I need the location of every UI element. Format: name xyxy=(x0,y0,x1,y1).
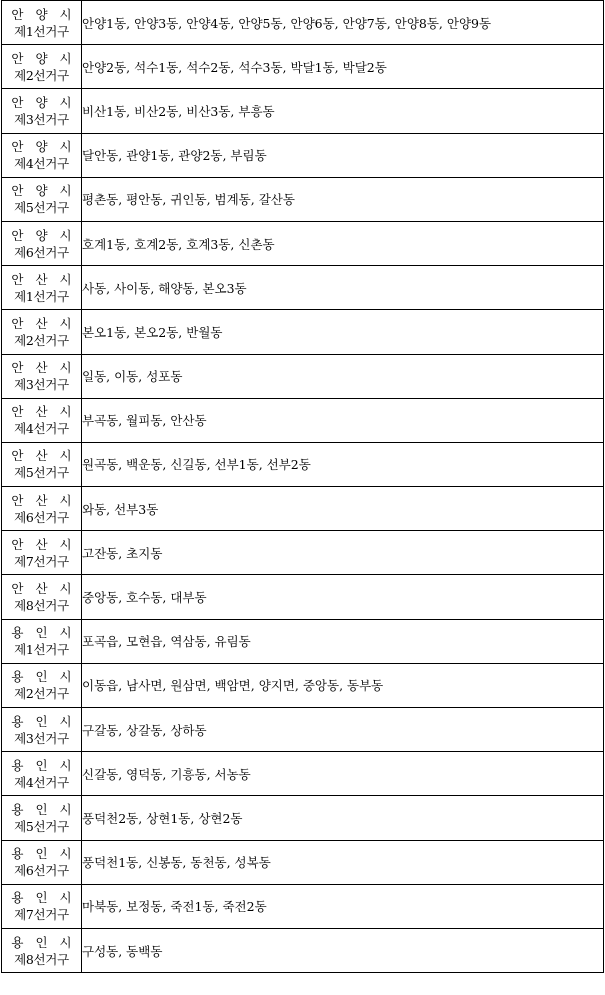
city-name: 안 양 시 xyxy=(11,139,76,155)
city-name: 안 산 시 xyxy=(11,360,76,376)
city-name: 용 인 시 xyxy=(11,890,76,906)
areas-cell: 호계1동, 호계2동, 호계3동, 신촌동 xyxy=(82,221,604,265)
areas-cell: 포곡읍, 모현읍, 역삼동, 유림동 xyxy=(82,619,604,663)
district-number: 제5선거구 xyxy=(14,465,69,481)
areas-cell: 부곡동, 월피동, 안산동 xyxy=(82,398,604,442)
district-number: 제2선거구 xyxy=(14,686,69,702)
table-row xyxy=(2,752,604,796)
district-cell xyxy=(2,575,82,619)
city-name: 안 양 시 xyxy=(11,94,76,110)
table-row xyxy=(2,310,604,354)
areas-cell: 비산1동, 비산2동, 비산3동, 부흥동 xyxy=(82,89,604,133)
table-row xyxy=(2,45,604,89)
table-row xyxy=(2,663,604,707)
areas-cell: 신갈동, 영덕동, 기흥동, 서농동 xyxy=(82,752,604,796)
city-name: 안 양 시 xyxy=(11,183,76,199)
district-cell xyxy=(2,1,82,45)
city-name: 안 산 시 xyxy=(11,271,76,287)
city-name: 안 양 시 xyxy=(11,6,76,22)
city-name: 용 인 시 xyxy=(11,625,76,641)
district-cell xyxy=(2,884,82,928)
areas-cell: 와동, 선부3동 xyxy=(82,487,604,531)
district-cell xyxy=(2,177,82,221)
district-number: 제4선거구 xyxy=(14,774,69,790)
table-row xyxy=(2,398,604,442)
city-name: 안 산 시 xyxy=(11,448,76,464)
city-name: 용 인 시 xyxy=(11,801,76,817)
district-number: 제3선거구 xyxy=(14,377,69,393)
table-row xyxy=(2,89,604,133)
district-cell xyxy=(2,531,82,575)
table-row xyxy=(2,133,604,177)
district-number: 제2선거구 xyxy=(14,67,69,83)
table-row xyxy=(2,531,604,575)
areas-cell: 본오1동, 본오2동, 반월동 xyxy=(82,310,604,354)
city-name: 안 산 시 xyxy=(11,315,76,331)
district-number: 제4선거구 xyxy=(14,156,69,172)
areas-cell: 구성동, 동백동 xyxy=(82,928,604,972)
district-cell xyxy=(2,752,82,796)
district-number: 제3선거구 xyxy=(14,730,69,746)
table-row xyxy=(2,928,604,972)
district-number: 제2선거구 xyxy=(14,332,69,348)
district-cell xyxy=(2,708,82,752)
city-name: 안 산 시 xyxy=(11,404,76,420)
district-number: 제6선거구 xyxy=(14,509,69,525)
areas-cell: 마북동, 보정동, 죽전1동, 죽전2동 xyxy=(82,884,604,928)
areas-cell: 일동, 이동, 성포동 xyxy=(82,354,604,398)
district-cell xyxy=(2,398,82,442)
areas-cell: 풍덕천2동, 상현1동, 상현2동 xyxy=(82,796,604,840)
district-number: 제8선거구 xyxy=(14,951,69,967)
district-cell xyxy=(2,266,82,310)
district-number: 제5선거구 xyxy=(14,818,69,834)
table-row xyxy=(2,266,604,310)
district-number: 제4선거구 xyxy=(14,421,69,437)
table-row xyxy=(2,619,604,663)
table-row xyxy=(2,442,604,486)
district-table xyxy=(1,0,604,973)
district-cell xyxy=(2,89,82,133)
district-number: 제6선거구 xyxy=(14,244,69,260)
table-row xyxy=(2,487,604,531)
areas-cell: 사동, 사이동, 해양동, 본오3동 xyxy=(82,266,604,310)
district-cell xyxy=(2,487,82,531)
city-name: 용 인 시 xyxy=(11,713,76,729)
district-cell xyxy=(2,928,82,972)
district-cell xyxy=(2,840,82,884)
areas-cell: 원곡동, 백운동, 신길동, 선부1동, 선부2동 xyxy=(82,442,604,486)
areas-cell: 달안동, 관양1동, 관양2동, 부림동 xyxy=(82,133,604,177)
district-number: 제7선거구 xyxy=(14,553,69,569)
areas-cell: 풍덕천1동, 신봉동, 동천동, 성복동 xyxy=(82,840,604,884)
areas-cell: 이동읍, 남사면, 원삼면, 백암면, 양지면, 중앙동, 동부동 xyxy=(82,663,604,707)
table-row xyxy=(2,884,604,928)
areas-cell: 평촌동, 평안동, 귀인동, 범계동, 갈산동 xyxy=(82,177,604,221)
city-name: 용 인 시 xyxy=(11,934,76,950)
city-name: 용 인 시 xyxy=(11,846,76,862)
district-number: 제6선거구 xyxy=(14,863,69,879)
areas-cell: 중앙동, 호수동, 대부동 xyxy=(82,575,604,619)
district-number: 제5선거구 xyxy=(14,200,69,216)
areas-cell: 안양2동, 석수1동, 석수2동, 석수3동, 박달1동, 박달2동 xyxy=(82,45,604,89)
district-number: 제1선거구 xyxy=(14,642,69,658)
district-number: 제8선거구 xyxy=(14,598,69,614)
areas-cell: 안양1동, 안양3동, 안양4동, 안양5동, 안양6동, 안양7동, 안양8동, 안양9동 xyxy=(82,1,604,45)
table-row xyxy=(2,840,604,884)
district-number: 제1선거구 xyxy=(14,288,69,304)
areas-cell: 고잔동, 초지동 xyxy=(82,531,604,575)
table-row xyxy=(2,575,604,619)
district-number: 제3선거구 xyxy=(14,111,69,127)
table-row xyxy=(2,177,604,221)
district-cell xyxy=(2,45,82,89)
district-cell xyxy=(2,796,82,840)
table-row xyxy=(2,1,604,45)
district-number: 제7선거구 xyxy=(14,907,69,923)
district-cell xyxy=(2,442,82,486)
city-name: 안 산 시 xyxy=(11,536,76,552)
city-name: 안 양 시 xyxy=(11,227,76,243)
city-name: 안 산 시 xyxy=(11,581,76,597)
district-cell xyxy=(2,310,82,354)
district-number: 제1선거구 xyxy=(14,23,69,39)
areas-cell: 구갈동, 상갈동, 상하동 xyxy=(82,708,604,752)
district-cell xyxy=(2,133,82,177)
district-cell xyxy=(2,221,82,265)
city-name: 안 산 시 xyxy=(11,492,76,508)
table-row xyxy=(2,796,604,840)
table-row xyxy=(2,354,604,398)
table-row xyxy=(2,708,604,752)
city-name: 용 인 시 xyxy=(11,669,76,685)
district-cell xyxy=(2,354,82,398)
district-cell xyxy=(2,619,82,663)
city-name: 용 인 시 xyxy=(11,757,76,773)
table-row xyxy=(2,221,604,265)
city-name: 안 양 시 xyxy=(11,50,76,66)
district-cell xyxy=(2,663,82,707)
table-body xyxy=(2,1,604,973)
